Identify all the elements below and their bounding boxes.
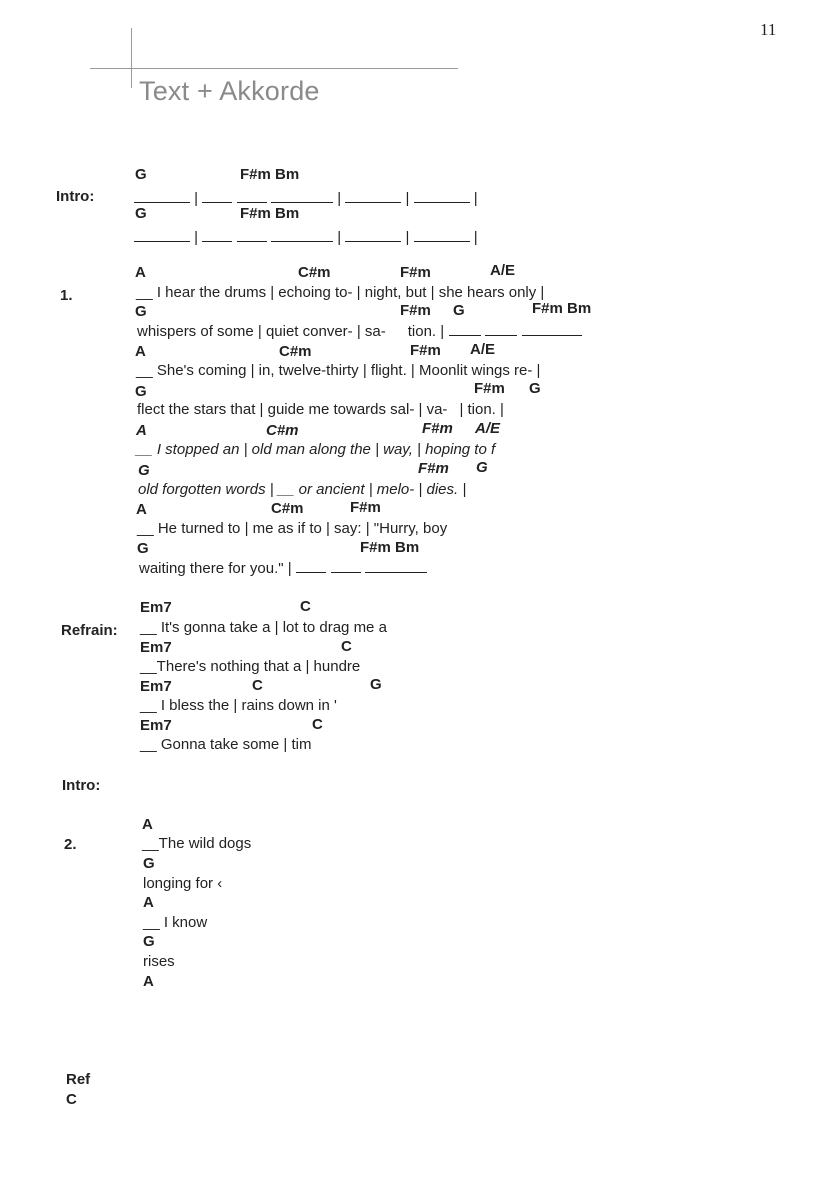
verse-2-label: 2. [64,836,77,853]
chord: G [135,303,147,320]
chord: Em7 [140,717,172,734]
lyric-line: __ It's gonna take a | lot to drag me a [140,619,387,636]
chord: A [142,816,153,833]
intro-bar-line-2: | | | | [134,229,478,247]
intro-label: Intro: [56,188,95,205]
lyric-line: __ I hear the drums | echoing to- | night, but | she hears only | [136,284,545,301]
chord: G [529,380,541,397]
chord: A [136,422,147,439]
lyric-line: waiting there for you." | [139,560,427,578]
chord: G [137,540,149,557]
chord: C [252,677,263,694]
chord: Em7 [140,678,172,695]
lyric-line: whispers of some | quiet conver- | sa- tion. | [137,323,582,341]
coda-label: C [66,1091,77,1108]
chord: A/E [490,262,516,279]
chord: A [143,973,154,990]
chord: G [143,855,155,872]
chord: C#m [298,264,331,281]
chord: F#m [350,499,381,516]
verse-1-label: 1. [60,287,73,304]
chord: F#m [400,302,431,319]
chord: F#m Bm [240,166,300,183]
page-number: 11 [760,20,777,39]
header-rule-vertical [131,28,132,88]
chord: G [138,462,150,479]
refrain-label: Refrain: [61,622,118,639]
lyric-line: __ I stopped an | old man along the | way, | hoping to f [136,441,496,458]
intro-repeat-label: Intro: [62,777,101,794]
header-rule-horizontal [90,68,458,69]
chord: F#m [474,380,505,397]
chord: G [135,205,147,222]
chord: C#m [279,343,312,360]
chord: Em7 [140,599,172,616]
chord: Em7 [140,639,172,656]
chord: F#m [418,460,449,477]
lyric-line: __ I know [143,914,208,931]
chord: G [135,166,147,183]
lyric-line: __ Gonna take some | tim [140,736,312,753]
lyric-line: old forgotten words | __ or ancient | melo- | dies. | [138,481,467,498]
chord: F#m [422,420,453,437]
chord: A [135,343,146,360]
lyric-line: __The wild dogs [142,835,252,852]
chord: A [143,894,154,911]
lyric-line: __ I bless the | rains down in ' [140,697,337,714]
intro-bar-line-1: | | | | [134,190,478,208]
lyric-line: longing for ‹ [143,875,223,892]
chord: F#m Bm [360,539,420,556]
chord: G [453,302,465,319]
chord: F#m [410,342,441,359]
chord: A [136,501,147,518]
chord: G [135,383,147,400]
chord: A/E [470,341,496,358]
chord: C#m [271,500,304,517]
chord: G [143,933,155,950]
chord: F#m [400,264,431,281]
chord: A/E [475,420,501,437]
chord: C [341,638,352,655]
chord: G [476,459,488,476]
chord: G [370,676,382,693]
page-title: Text + Akkorde [139,76,320,106]
chord: C [300,598,311,615]
chord: F#m Bm [532,300,592,317]
chord: C#m [266,422,299,439]
lyric-line: __There's nothing that a | hundre [140,658,361,675]
lyric-line: __ He turned to | me as if to | say: | "Hurry, boy [137,520,448,537]
chord: C [312,716,323,733]
lyric-line: __ She's coming | in, twelve-thirty | flight. | Moonlit wings re- | [136,362,541,379]
lyric-line: flect the stars that | guide me towards sal- | va- | tion. | [137,401,504,418]
lyric-line: rises [143,953,175,970]
chord: A [135,264,146,281]
chord: F#m Bm [240,205,300,222]
refrain-2-label: Ref [66,1071,91,1088]
